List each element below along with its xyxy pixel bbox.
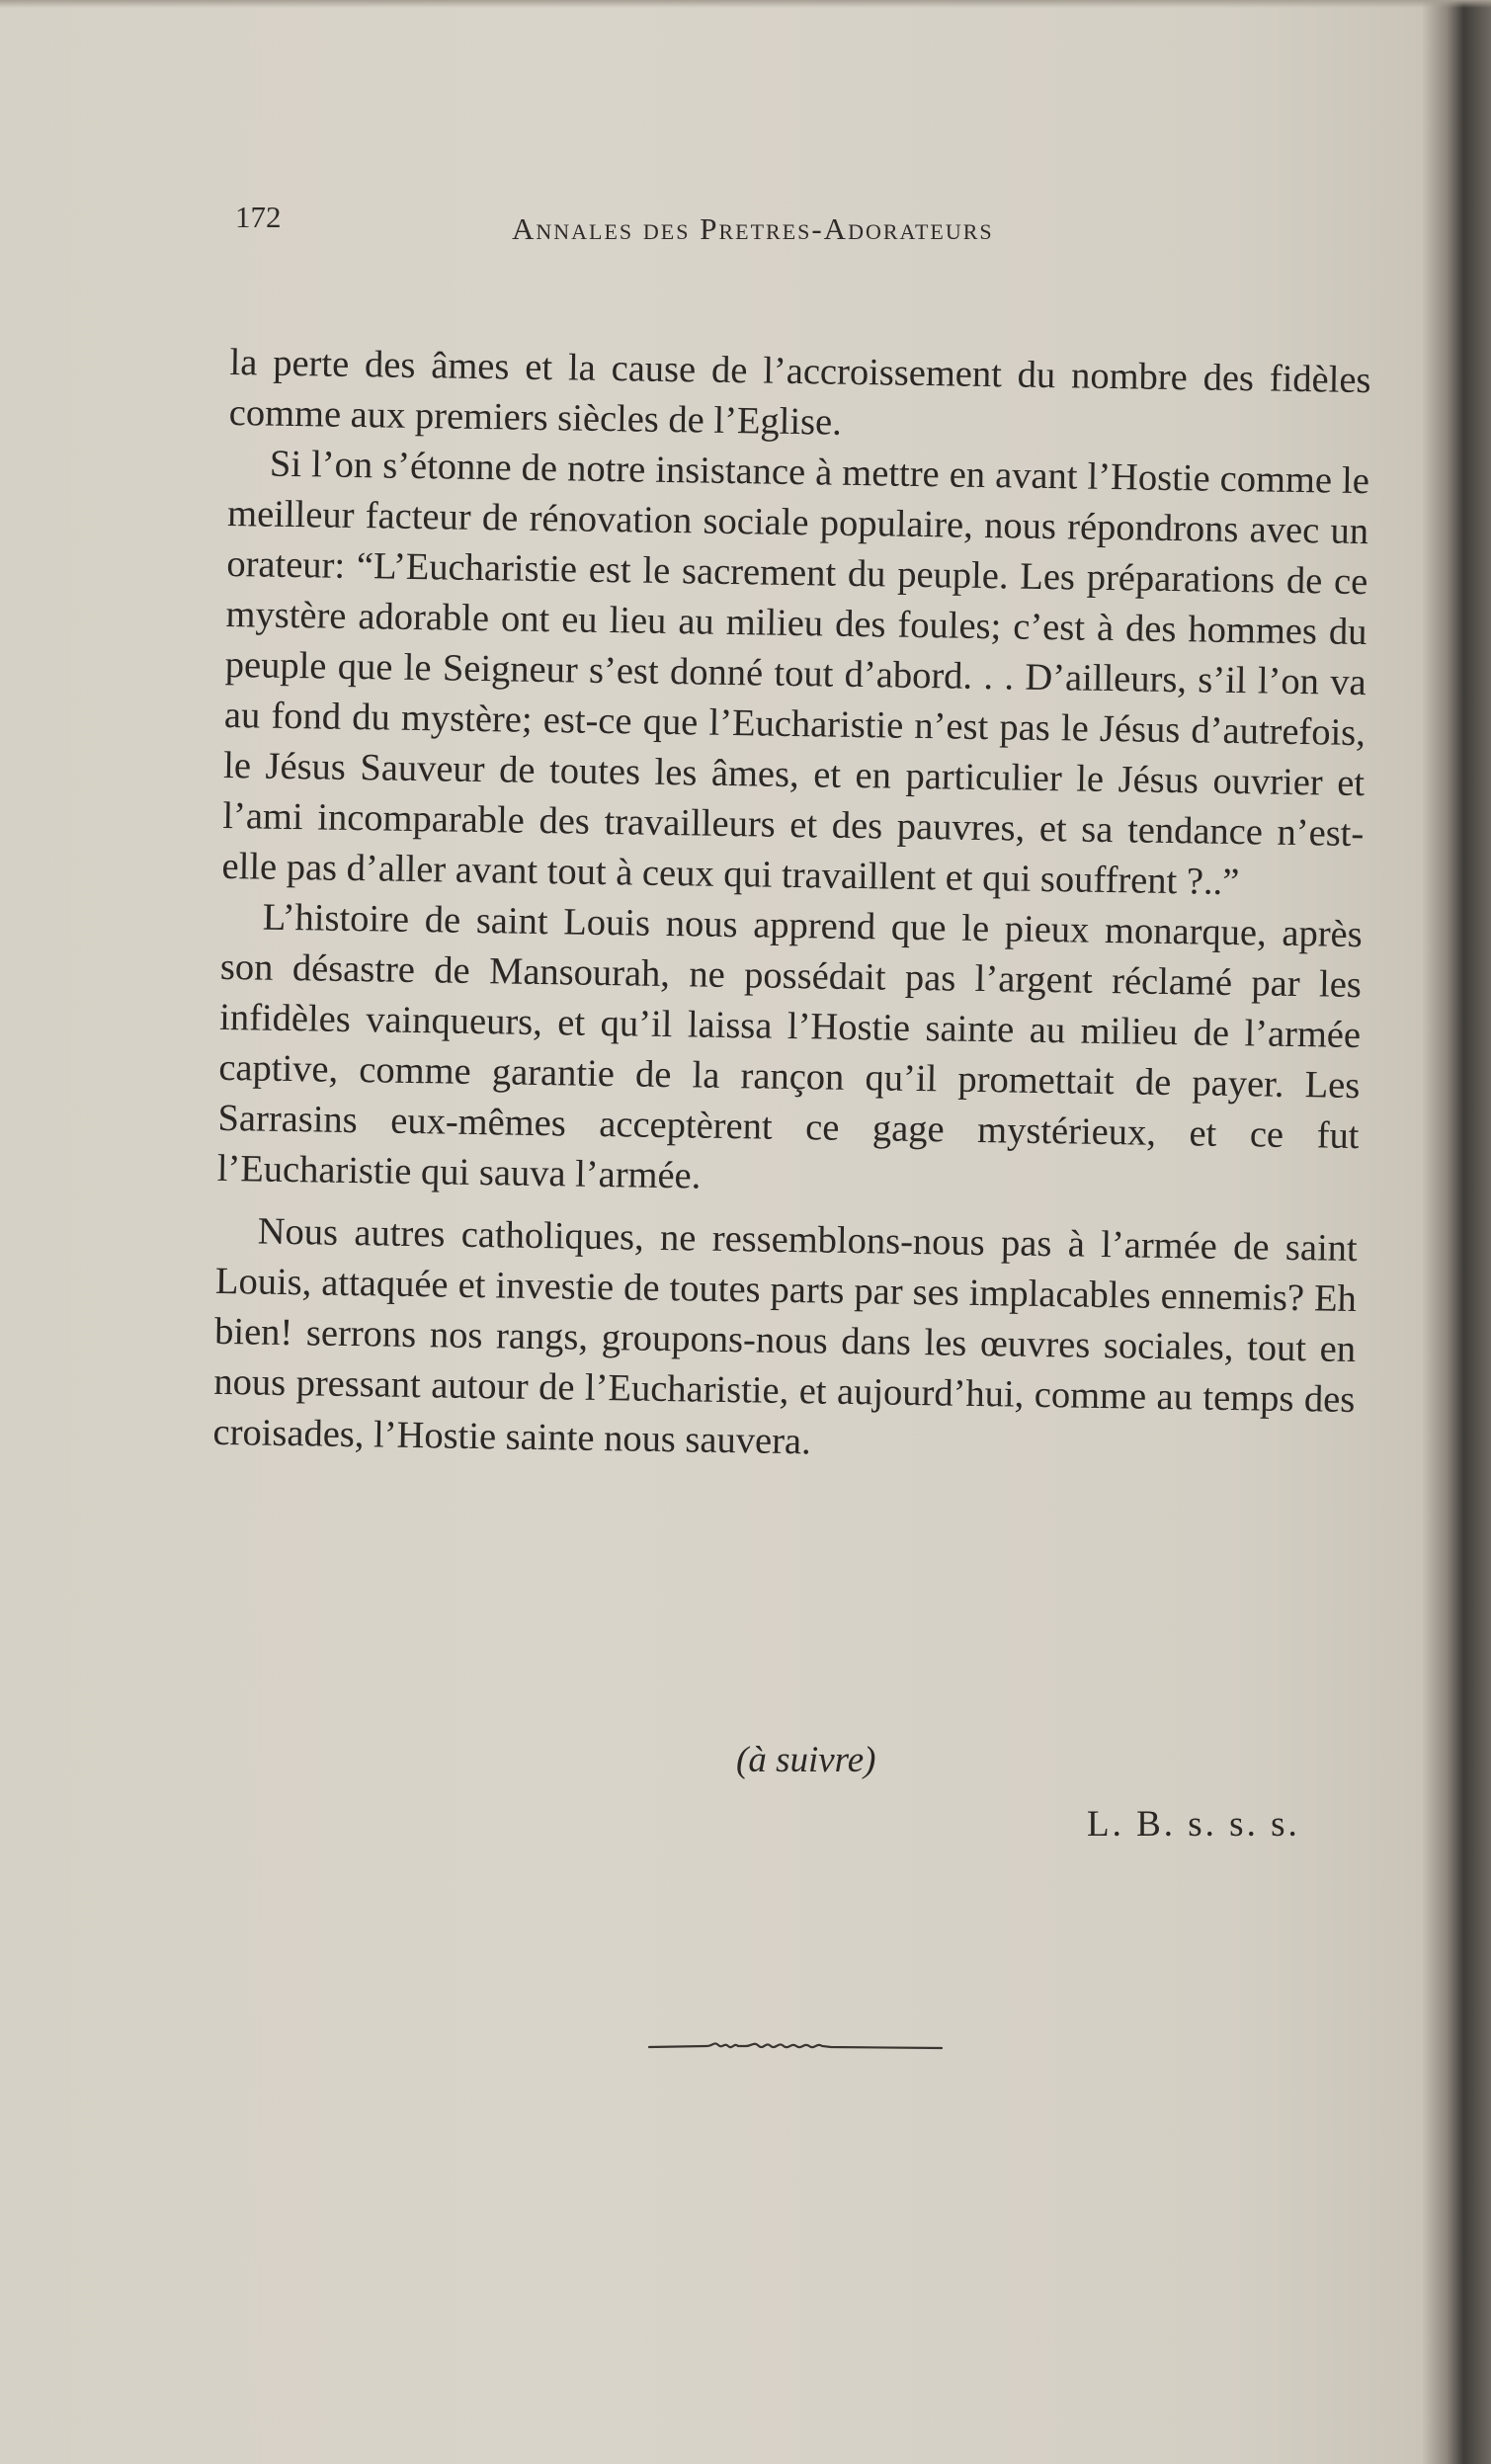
paragraph-eucharistie-quote: Si l’on s’étonne de notre insistance à mettre en avant l’Hostie comme le meilleur facteur de rénovation sociale populaire, nous répondrons avec un orateur: “L’Eucharistie est le sacrement du peuple. Les préparations de ce mystère adorable ont eu lieu au milieu des foules; c’est à des hommes du peuple que le Seigneur s’est donné tout d’abord. . . D’ailleurs, s’il l’on va au fond du mystère; est-ce que l’Eucharistie n’est pas le Jésus d’autrefois, le Jésus Sauveur de toutes les âmes, et en particulier le Jésus ouvrier et l’ami incomparable des travailleurs et des pauvres, et sa tendance n’est-elle pas d’aller avant tout à ceux qui travaillent et qui souffrent ?..” xyxy=(221,443,1370,904)
paragraph-catholiques: Nous autres catholiques, ne ressemblons-nous pas à l’armée de saint Louis, attaquée et investie de toutes parts par ses implacables ennemis? Eh bien! serrons nos rangs, groupons-nous dans les œuvres sociales, tout en nous pressant autour de l’Eucharistie, et aujourd’hui, comme au temps des croisades, l’Hostie sainte nous sauvera. xyxy=(212,1210,1358,1463)
author-signature: L. B. s. s. s. xyxy=(1087,1804,1300,1845)
paragraph-saint-louis: L’histoire de saint Louis nous apprend que le pieux monarque, après son désastre de Mansourah, ne possédait pas l’argent réclamé par les infidèles vainqueurs, et qu’il laissa l’Hostie sainte au milieu de l’armée captive, comme garantie de la rançon qu’il promettait de payer. Les Sarrasins eux-mêmes acceptèrent ce gage mystérieux, et ce fut l’Eucharistie qui sauva l’armée. xyxy=(216,896,1363,1197)
continued-note: (à suivre) xyxy=(736,1740,876,1780)
paragraph-continuation: la perte des âmes et la cause de l’accroissement du nombre des fidèles comme aux premiers siècles de l’Eglise. xyxy=(228,341,1371,444)
page-number: 172 xyxy=(235,200,282,234)
page-top-edge xyxy=(0,0,1491,8)
running-head: Annales des Pretres-Adorateurs xyxy=(512,211,994,246)
decorative-squiggle-rule-icon xyxy=(647,2030,944,2060)
page-header xyxy=(235,200,1223,259)
book-binding-shadow xyxy=(1423,0,1491,2464)
body-text xyxy=(212,338,1371,1476)
